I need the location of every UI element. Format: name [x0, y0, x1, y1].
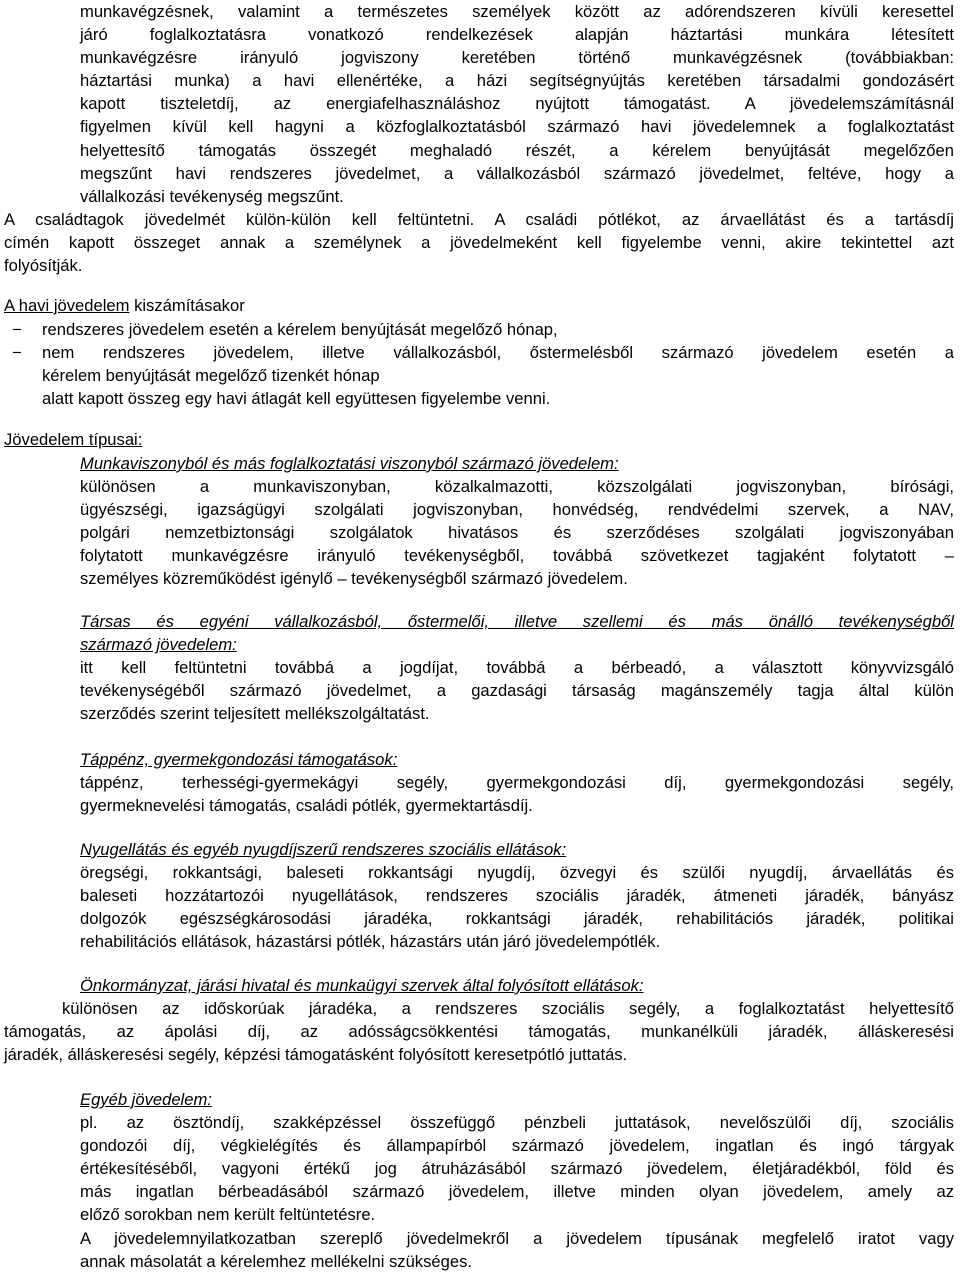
- text-line: A jövedelemnyilatkozatban szereplő jövedelmekről a jövedelem típusának megfelelő iratot vagy: [80, 1228, 954, 1248]
- sickpay-section: [80, 748, 954, 817]
- other-title: Egyéb jövedelem:: [80, 1090, 212, 1109]
- text-line: itt kell feltüntetni továbbá a jogdíjat, továbbá a bérbeadó, a választott könyvvizsgáló: [80, 658, 954, 678]
- text-line: baleseti hozzátartozói nyugellátások, rendszeres szociális járadék, átmeneti járadék, bányász: [80, 886, 954, 906]
- list-item-text: kérelem benyújtását megelőző tizenkét hónap: [42, 366, 380, 385]
- text-line: gondozói díj, végkielégítés és állampapírból származó jövedelem, ingatlan és ingó tárgyak: [80, 1136, 954, 1156]
- dash-bullet-icon: −: [12, 320, 22, 339]
- text-line: vállalkozási tevékenység megszűnt.: [80, 186, 344, 206]
- text-line: folyósítják.: [4, 256, 83, 276]
- text-line: folytatott munkavégzésre irányuló tevékenységből, továbbá szövetkezet tagjaként folytatott –: [80, 546, 954, 566]
- text-line: figyelmen kívül kell hagyni a közfoglalkoztatásból származó havi jövedelemnek a foglalkoztatást: [80, 117, 954, 137]
- text-line: dolgozók egészségkárosodási járadéka, rokkantsági járadék, rehabilitációs járadék, politikai: [80, 909, 954, 929]
- text-line: gyermeknevelési támogatás, családi pótlék, gyermektartásdíj.: [80, 796, 533, 816]
- other-section: [80, 1088, 954, 1273]
- text-line: megszűnt havi rendszeres jövedelmet, a vállalkozásból származó jövedelmet, feltéve, hogy a: [80, 163, 954, 183]
- list-closing-text: alatt kapott összeg egy havi átlagát kell együttesen figyelembe venni.: [42, 389, 551, 408]
- text-line: előző sorokban nem került feltüntetésre.: [80, 1205, 376, 1225]
- list-closing: [4, 387, 954, 410]
- text-line: címén kapott összeget annak a személynek a jövedelmeként kell figyelembe venni, akire tekintettel azt: [4, 233, 954, 253]
- text-line: helyettesítő támogatás összegét meghaladó részét, a kérelem benyújtását megelőzően: [80, 140, 954, 160]
- business-section: [80, 610, 954, 725]
- text-line: tevékenységéből származó jövedelmet, a gazdasági társaság magánszemély tagja által külön: [80, 681, 954, 701]
- text-line: ügyészségi, igazságügyi szolgálati jogviszonyban, honvédség, rendvédelmi szervek, a NAV,: [80, 500, 954, 520]
- text-line: rehabilitációs ellátások, házastársi pótlék, házastárs után járó jövedelempótlék.: [80, 932, 661, 952]
- text-line: A családtagok jövedelmét külön-külön kell feltüntetni. A családi pótlékot, az árvaellátást és a tartásdíj: [4, 210, 954, 229]
- dash-bullet-icon: −: [12, 343, 22, 362]
- pension-title: Nyugellátás és egyéb nyugdíjszerű rendszeres szociális ellátások:: [80, 840, 567, 859]
- employment-section: [80, 452, 954, 591]
- text-line: polgári nemzetbiztonsági szolgálatok hivatásos és szerződéses szolgálati jogviszonyában: [80, 523, 954, 543]
- monthly-income-heading-underlined: A havi jövedelem: [4, 296, 130, 315]
- family-paragraph: [4, 208, 954, 277]
- text-line: más ingatlan bérbeadásából származó jövedelem, illetve minden olyan jövedelem, amely az: [80, 1182, 954, 1202]
- text-line: támogatás, az ápolási díj, az adósságcsökkentési támogatás, munkanélküli járadék, álláskeresési: [4, 1022, 954, 1042]
- list-item-text: rendszeres jövedelem esetén a kérelem benyújtását megelőző hónap,: [42, 320, 558, 339]
- monthly-income-heading: [4, 294, 954, 317]
- text-line: munkavégzésnek, valamint a természetes személyek között az adórendszeren kívüli keresettel: [80, 2, 954, 21]
- list-item: [4, 318, 954, 341]
- monthly-income-heading-rest: kiszámításakor: [129, 296, 245, 315]
- text-line: táppénz, terhességi-gyermekágyi segély, gyermekgondozási díj, gyermekgondozási segély,: [80, 773, 954, 793]
- pension-section: [80, 838, 954, 953]
- list-item: [4, 341, 954, 387]
- municipal-section: [4, 974, 954, 1066]
- monthly-income-list: [4, 318, 954, 410]
- municipal-title: Önkormányzat, járási hivatal és munkaügyi szervek által folyósított ellátások:: [80, 976, 644, 995]
- text-line: járadék, álláskeresési segély, képzési támogatásként folyósított keresetpótló juttatás.: [4, 1045, 628, 1065]
- intro-paragraph: [80, 0, 954, 208]
- text-line: pl. az ösztöndíj, szakképzéssel összefüggő pénzbeli juttatások, nevelőszülői díj, szociális: [80, 1113, 954, 1133]
- text-line: öregségi, rokkantsági, baleseti rokkantsági nyugdíj, özvegyi és szülői nyugdíj, árvaellátás és: [80, 863, 954, 883]
- text-line: kapott tiszteletdíj, az energiafelhasználáshoz nyújtott támogatást. A jövedelemszámításnál: [80, 94, 954, 114]
- text-line: munkavégzésre irányuló jogviszony keretében történő munkavégzésnek (továbbiakban:: [80, 48, 954, 68]
- business-title: származó jövedelem:: [80, 635, 237, 655]
- text-line: személyes közreműködést igénylő – tevékenységből származó jövedelem.: [80, 569, 628, 589]
- list-item-text: nem rendszeres jövedelem, illetve vállalkozásból, őstermelésből származó jövedelem esetén a: [42, 343, 954, 362]
- text-line: járó foglalkoztatásra vonatkozó rendelkezések alapján háztartási munkára létesített: [80, 25, 954, 45]
- employment-title: Munkaviszonyból és más foglalkoztatási viszonyból származó jövedelem:: [80, 454, 619, 473]
- text-line: értékesítéséből, vagyoni értékű jog átruházásából származó jövedelem, életjáradékból, föld és: [80, 1159, 954, 1179]
- text-line: szerződés szerint teljesített mellékszolgáltatást.: [80, 704, 430, 724]
- income-types-heading: Jövedelem típusai:: [4, 430, 143, 449]
- business-title: Társas és egyéni vállalkozásból, őstermelői, illetve szellemi és más önálló tevékenységből: [80, 612, 954, 631]
- text-line: háztartási munka) a havi ellenértéke, a házi segítségnyújtás keretében társadalmi gondozásért: [80, 71, 954, 91]
- text-line: annak másolatát a kérelemhez mellékelni szükséges.: [80, 1251, 472, 1271]
- text-line: különösen a munkaviszonyban, közalkalmazotti, közszolgálati jogviszonyban, bírósági,: [80, 477, 954, 497]
- text-line: különösen az időskorúak járadéka, a rendszeres szociális segély, a foglalkoztatást helyettesítő: [62, 999, 954, 1019]
- sickpay-title: Táppénz, gyermekgondozási támogatások:: [80, 750, 398, 769]
